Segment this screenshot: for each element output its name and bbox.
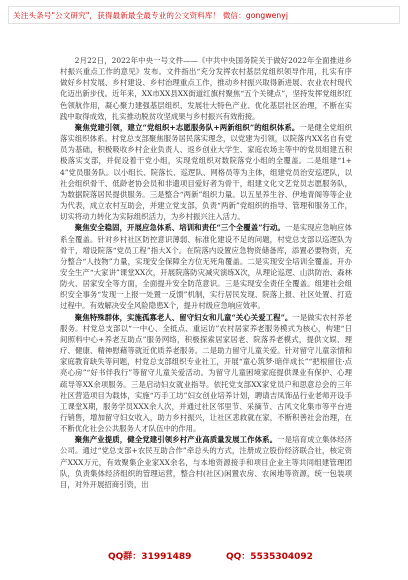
qq-number: QQ：5535304092 (226, 551, 313, 562)
paragraph-heading: 聚焦特殊群体，实施孤寡老人、留守妇女和儿童“关心关爱工程”。 (74, 312, 293, 322)
paragraph (60, 312, 352, 435)
paragraph-body: 2月22日，2022年中央一号文件——《中共中央国务院关于做好2022年全面推进乡村振兴重点工作的意见》发布。文件指出“充分发挥农村基层党组织领导作用，扎实有序做好乡村发展、乡村建设、乡村治理重点工作，推动乡村振兴取得新进展、农业农村现代化迈出新步伐。近年来，XX市XX县XX街道红旗村聚焦“五个关键点”，坚持发挥党组织红色领航作用，凝心聚力建强基层组织、发展壮大特色产业、优化基层社区治理，不断在实践中取得成效，扎实推动脱贫攻坚成果与乡村振兴有效衔接。 (60, 56, 352, 121)
promo-banner (8, 6, 400, 24)
paragraph-heading: 聚焦安全稳固，开展应急体系、培训和责任“三个全覆盖”行动。 (74, 223, 285, 233)
paragraph-body: 一是健全党组织落实组织体系。村党总支部聚焦服务居民落实理念，以党建为引领，以院落内XX名自有党员为基础，积极吸收乡村企业负责人、返乡创业大学生、家庭农场主等中的党员组建五积极落实支部，并促设着干党小组，实现党组织对数院落党小组的全覆盖。二是组建“1+4”党员服务队。以小组长、院落长、巡逻队、网格员等为主体，组建党员治安巡逻队，以社会组织骨干、低龄老协会员和非遗项目爱好者为骨干，组建文化文艺党员志愿服务队，为数据院落居民提供服务。三是整合“两新”组织力量。以五星养生谷、伊地青阁等等企业为代表，成立农村互助会，并建立党支部，负责“两新”党组织的指导、管理和服务工作，切实将动力转化为实际组织活力，为乡村振兴注入活力。 (60, 122, 352, 222)
paragraph (60, 55, 352, 122)
qq-group-number: QQ群：31991489 (108, 551, 192, 562)
paragraph-body: 一是实现应急响应体系全覆盖。针对乡村社区防控意识薄弱、标准化建设不足的问题，村党总支部以巡逻队为骨干，增设院落“党员工程”指大X个。在院落内设置应急物资储备库，添置必要物资，充分整合“人技物”力量，实现安全保障全方位无死角覆盖。二是实现安全培训全覆盖。开办安全生产“大家讲”课堂XX次，开展院落防灾减灾演练X次，从理论巡逻、山洪防治、森林防火、居家安全等方面，全面提升安全防范意识。三是实现安全责任全覆盖。组建社会组织安全事务“发现一上报一处置一反馈”机制，实行居民发现、院落上报、社区处置、打造过程中。有效解决安全风险隐患X个，提升村级应急响应效率。 (60, 223, 352, 311)
paragraph-body: 一是做实农村养老服务。村党总支部以“一中心、全抵点、重运访”农村居家养老服务模式为核心，构建“日间照料中心+养老互助点”服务网络，积极探索居家居老、院落养老模式，提供文娱、理疗、健康、精神慰藉等就近优质养老服务。二是助力留守儿童关爱。针对留守儿童亲情和家庭教育缺失等问题，村党总支部组织专业社工，开展“童心筑梦·暗伴成长”“把根留住·点亮心房”“好书伴我行”等留守儿童关爱活动。为留守儿童困境家庭提供课业有保护、心理疏导等XX余项服务。三是启动妇女就业指导。依托党支部XX家党员户和思意总会的三年社区营造项目为载体，实施“巧手工坊”妇女创业培养计划，聘请吉凤饰品行业老师开设手工课堂X期，服务学员XXX余人次，并通过社区邻里节、采摘节、古风文化集市等平台进行销售，增加留守妇女收入，助力乡村振兴，让社区悲救就在家，不断积善社会治理，在不断优化社会公共服务人才队伍中的作用。 (60, 312, 352, 434)
paragraph (60, 222, 352, 311)
paragraph-heading: 聚焦产业提质，健全党建引领乡村产业高质量发展工作体系。 (74, 435, 278, 445)
paragraph-heading: 聚焦党建引领，建立“党组织+志愿服务队+两新组织”的组织体系。 (74, 122, 300, 132)
document-body (60, 55, 352, 490)
paragraph (60, 434, 352, 490)
promo-banner-text: 关注头条号"公文研究"，获得最新最全最专业的公文资料库！ 微信：gongwenyj (13, 10, 289, 20)
contact-footer (0, 548, 408, 562)
paragraph-body: 一是培育成立集体经济公司。通过“党总支部+农民互助合作”牵总头的方式，注册成立股份经济联合社，核定资产XXX万元，有效聚集企业家XX余名，与本地资源接手和项目企业主等共同组建管理团队，负责集体经济组织的管理运营，整合村(社区)闲置农房、农闲地等资源，统一包装项目，对外开展招商引资，出 (60, 435, 352, 489)
paragraph (60, 122, 352, 222)
